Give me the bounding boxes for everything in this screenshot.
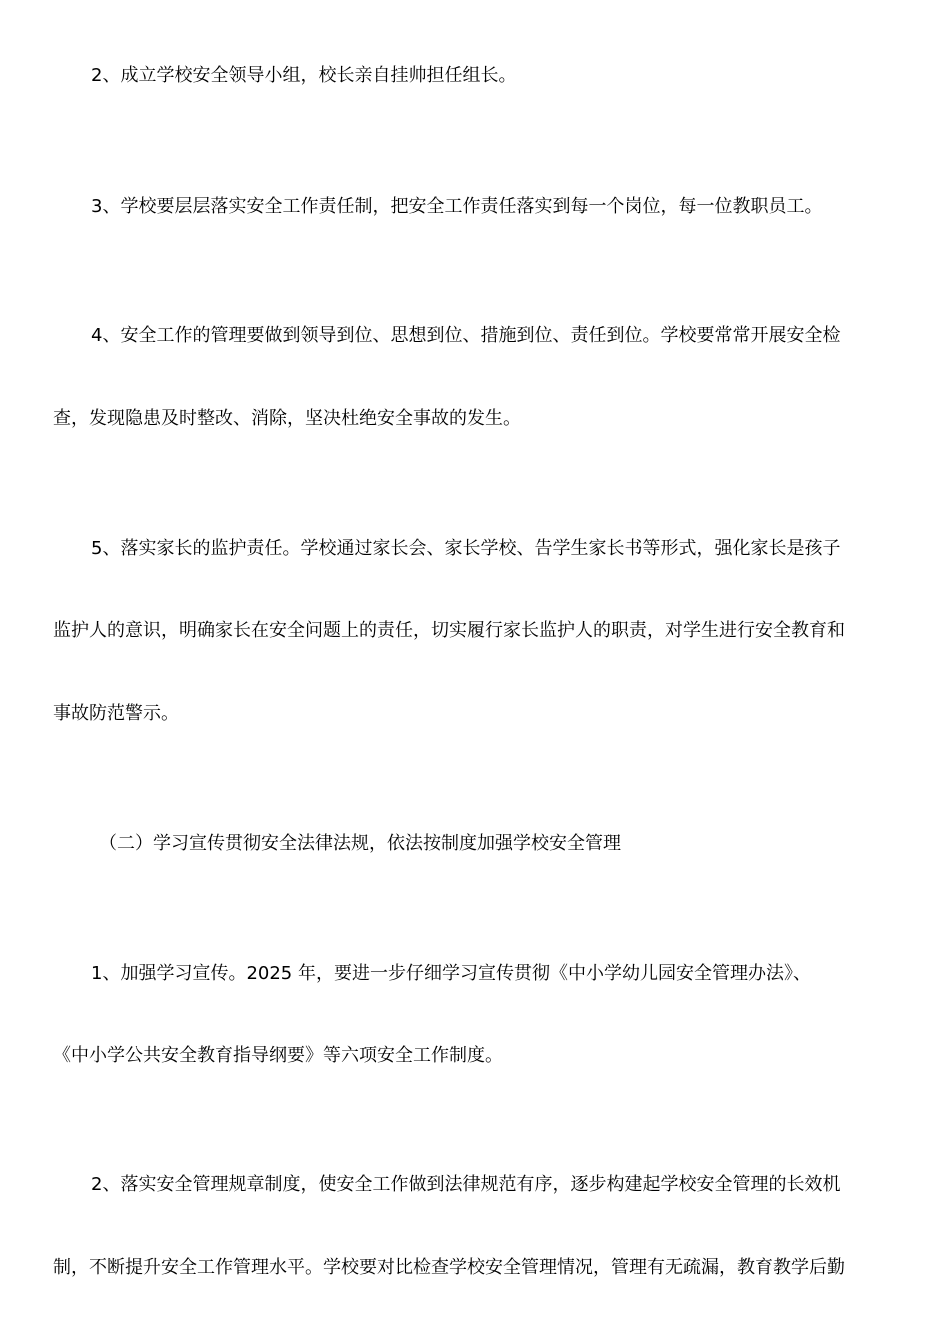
- section-heading: （二）学习宣传贯彻安全法律法规，依法按制度加强学校安全管理: [99, 833, 621, 854]
- paragraph-line: 监护人的意识，明确家长在安全问题上的责任，切实履行家长监护人的职责，对学生进行安全教育和: [53, 620, 845, 641]
- paragraph-line: 事故防范警示。: [53, 703, 179, 724]
- paragraph-line: 4、安全工作的管理要做到领导到位、思想到位、措施到位、责任到位。学校要常常开展安全检: [91, 325, 841, 346]
- paragraph-line: 《中小学公共安全教育指导纲要》等六项安全工作制度。: [53, 1045, 503, 1066]
- paragraph-line: 1、加强学习宣传。2025 年，要进一步仔细学习宣传贯彻《中小学幼儿园安全管理办法》、: [91, 963, 811, 984]
- paragraph-line: 2、成立学校安全领导小组，校长亲自挂帅担任组长。: [91, 65, 517, 86]
- paragraph-line: 查，发现隐患及时整改、消除，坚决杜绝安全事故的发生。: [53, 408, 521, 429]
- paragraph-line: 2、落实安全管理规章制度，使安全工作做到法律规范有序，逐步构建起学校安全管理的长效机: [91, 1174, 841, 1195]
- paragraph-line: 3、学校要层层落实安全工作责任制，把安全工作责任落实到每一个岗位，每一位教职员工。: [91, 196, 823, 217]
- paragraph-line: 5、落实家长的监护责任。学校通过家长会、家长学校、告学生家长书等形式，强化家长是孩子: [91, 538, 841, 559]
- paragraph-line: 制，不断提升安全工作管理水平。学校要对比检查学校安全管理情况，管理有无疏漏，教育教学后勤: [53, 1257, 845, 1278]
